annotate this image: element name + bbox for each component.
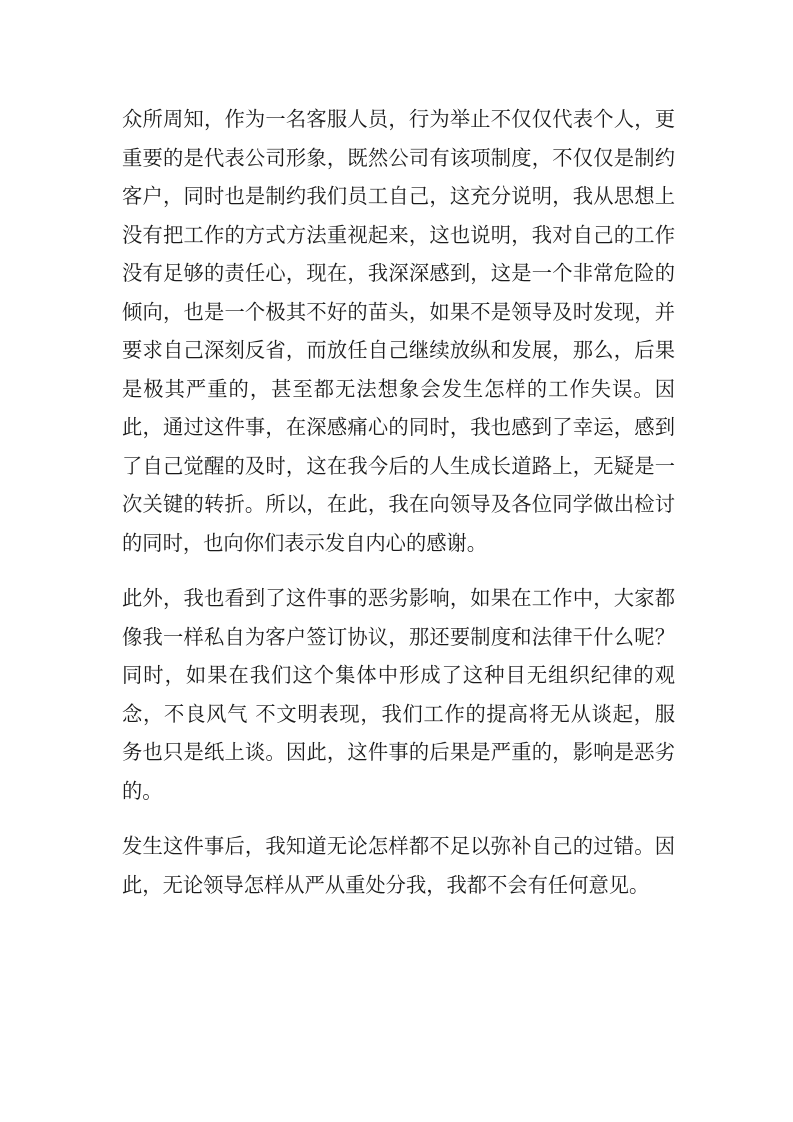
document-body xyxy=(122,100,675,921)
paragraph-2: 此外，我也看到了这件事的恶劣影响，如果在工作中，大家都像我一样私自为客户签订协议，那还要制度和法律干什么呢？同时，如果在我们这个集体中形成了这种目无组织纪律的观念，不良风气 不文明表现，我们工作的提高将无从谈起，服务也只是纸上谈。因此，这件事的后果是严重的，影响是恶劣的。 xyxy=(122,586,675,803)
paragraph-1: 众所周知，作为一名客服人员，行为举止不仅仅代表个人，更重要的是代表公司形象，既然公司有该项制度，不仅仅是制约客户，同时也是制约我们员工自己，这充分说明，我从思想上没有把工作的方式方法重视起来，这也说明，我对自己的工作没有足够的责任心，现在，我深深感到，这是一个非常危险的倾向，也是一个极其不好的苗头，如果不是领导及时发现，并要求自己深刻反省，而放任自己继续放纵和发展，那么，后果是极其严重的，甚至都无法想象会发生怎样的工作失误。因此，通过这件事，在深感痛心的同时，我也感到了幸运，感到了自己觉醒的及时，这在我今后的人生成长道路上，无疑是一次关键的转折。所以，在此，我在向领导及各位同学做出检讨的同时，也向你们表示发自内心的感谢。 xyxy=(122,107,675,555)
paragraph-3: 发生这件事后，我知道无论怎样都不足以弥补自己的过错。因此，无论领导怎样从严从重处分我，我都不会有任何意见。 xyxy=(122,834,675,897)
